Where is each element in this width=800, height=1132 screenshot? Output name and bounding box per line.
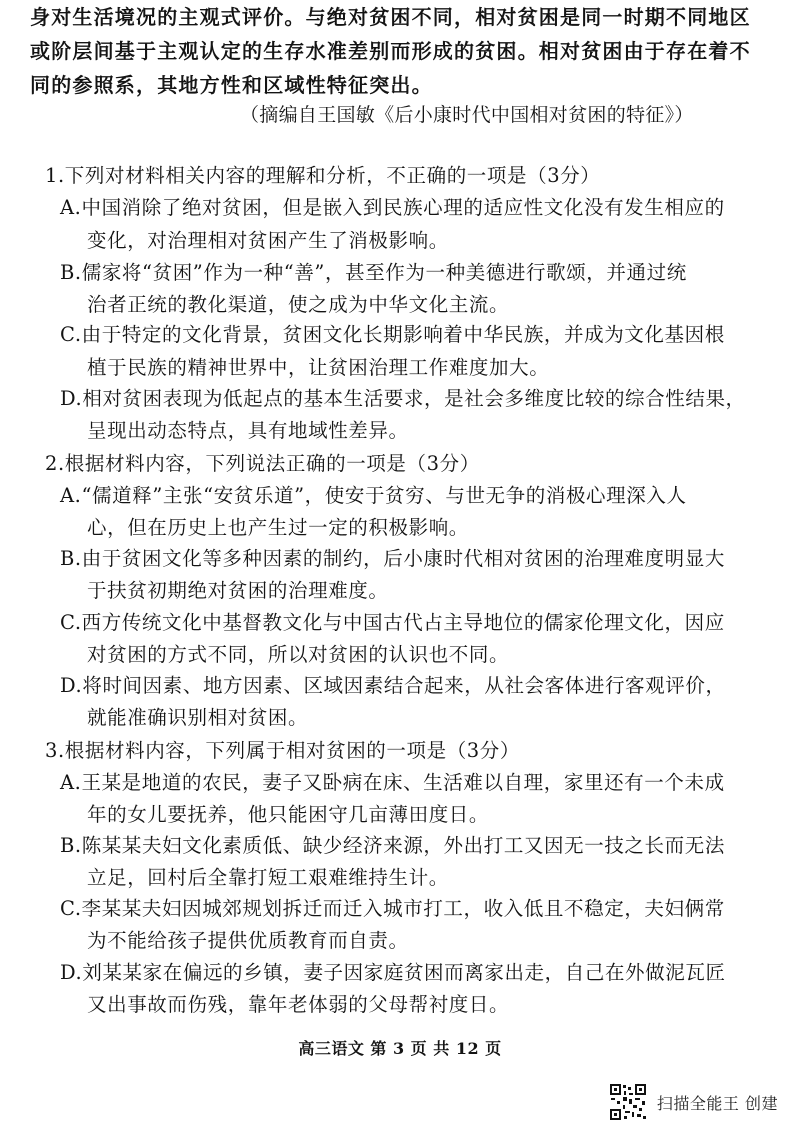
qr-code-icon <box>609 1083 647 1121</box>
q2-option-c-line-2: 对贫困的方式不同，所以对贫困的认识也不同。 <box>87 643 510 666</box>
question-3-stem: 3.根据材料内容，下列属于相对贫困的一项是（3分） <box>45 739 521 762</box>
q1-option-b-line-2: 治者正统的教化渠道，使之成为中华文化主流。 <box>87 293 510 316</box>
q3-option-d-line-1: D.刘某某家在偏远的乡镇，妻子因家庭贫困而离家出走，自己在外做泥瓦匠 <box>60 961 726 984</box>
q1-option-b-line-1: B.儒家将“贫困”作为一种“善”，甚至作为一种美德进行歌颂，并通过统 <box>60 261 687 284</box>
q2-option-a-line-1: A.“儒道释”主张“安贫乐道”，使安于贫穷、与世无争的消极心理深入人 <box>60 484 687 507</box>
question-2-stem: 2.根据材料内容，下列说法正确的一项是（3分） <box>45 452 480 475</box>
q3-option-c-line-1: C.李某某夫妇因城郊规划拆迁而迁入城市打工，收入低且不稳定，夫妇俩常 <box>60 897 725 920</box>
q3-option-d-line-2: 又出事故而伤残，靠年老体弱的父母帮衬度日。 <box>87 993 510 1016</box>
q3-option-b-line-1: B.陈某某夫妇文化素质低、缺少经济来源，外出打工又因无一技之长而无法 <box>60 834 725 857</box>
question-1-stem: 1.下列对材料相关内容的理解和分析，不正确的一项是（3分） <box>45 164 601 187</box>
source-citation: （摘编自王国敏《后小康时代中国相对贫困的特征》） <box>240 104 694 126</box>
q3-option-c-line-2: 为不能给孩子提供优质教育而自责。 <box>87 929 409 952</box>
q1-option-a-line-2: 变化，对治理相对贫困产生了消极影响。 <box>87 229 449 252</box>
q3-option-a-line-2: 年的女儿要抚养，他只能困守几亩薄田度日。 <box>87 803 490 826</box>
intro-line-2: 或阶层间基于主观认定的生存水准差别而形成的贫困。相对贫困由于存在着不 <box>30 39 751 63</box>
q2-option-d-line-1: D.将时间因素、地方因素、区域因素结合起来，从社会客体进行客观评价， <box>60 674 726 697</box>
q1-option-c-line-2: 植于民族的精神世界中，让贫困治理工作难度加大。 <box>87 356 550 379</box>
q2-option-c-line-1: C.西方传统文化中基督教文化与中国古代占主导地位的儒家伦理文化，因应 <box>60 611 725 634</box>
scanner-label: 扫描全能王 创建 <box>656 1093 778 1113</box>
q1-option-d-line-1: D.相对贫困表现为低起点的基本生活要求，是社会多维度比较的综合性结果， <box>60 387 746 410</box>
intro-line-1: 身对生活境况的主观式评价。与绝对贫困不同，相对贫困是同一时期不同地区 <box>30 5 751 29</box>
q2-option-b-line-1: B.由于贫困文化等多种因素的制约，后小康时代相对贫困的治理难度明显大 <box>60 547 725 570</box>
intro-line-3: 同的参照系，其地方性和区域性特征突出。 <box>30 73 433 97</box>
q2-option-d-line-2: 就能准确识别相对贫困。 <box>87 706 309 729</box>
scanner-watermark <box>609 1082 778 1122</box>
q1-option-a-line-1: A.中国消除了绝对贫困，但是嵌入到民族心理的适应性文化没有发生相应的 <box>60 196 725 219</box>
q3-option-b-line-2: 立足，回村后全靠打短工艰难维持生计。 <box>87 866 449 889</box>
q1-option-d-line-2: 呈现出动态特点，具有地域性差异。 <box>87 419 409 442</box>
q3-option-a-line-1: A.王某是地道的农民，妻子又卧病在床、生活难以自理，家里还有一个未成 <box>60 771 725 794</box>
q2-option-a-line-2: 心，但在历史上也产生过一定的积极影响。 <box>87 516 469 539</box>
q1-option-c-line-1: C.由于特定的文化背景，贫困文化长期影响着中华民族，并成为文化基因根 <box>60 323 725 346</box>
page-footer: 高三语文 第 3 页 共 12 页 <box>298 1039 502 1058</box>
q2-option-b-line-2: 于扶贫初期绝对贫困的治理难度。 <box>87 579 389 602</box>
